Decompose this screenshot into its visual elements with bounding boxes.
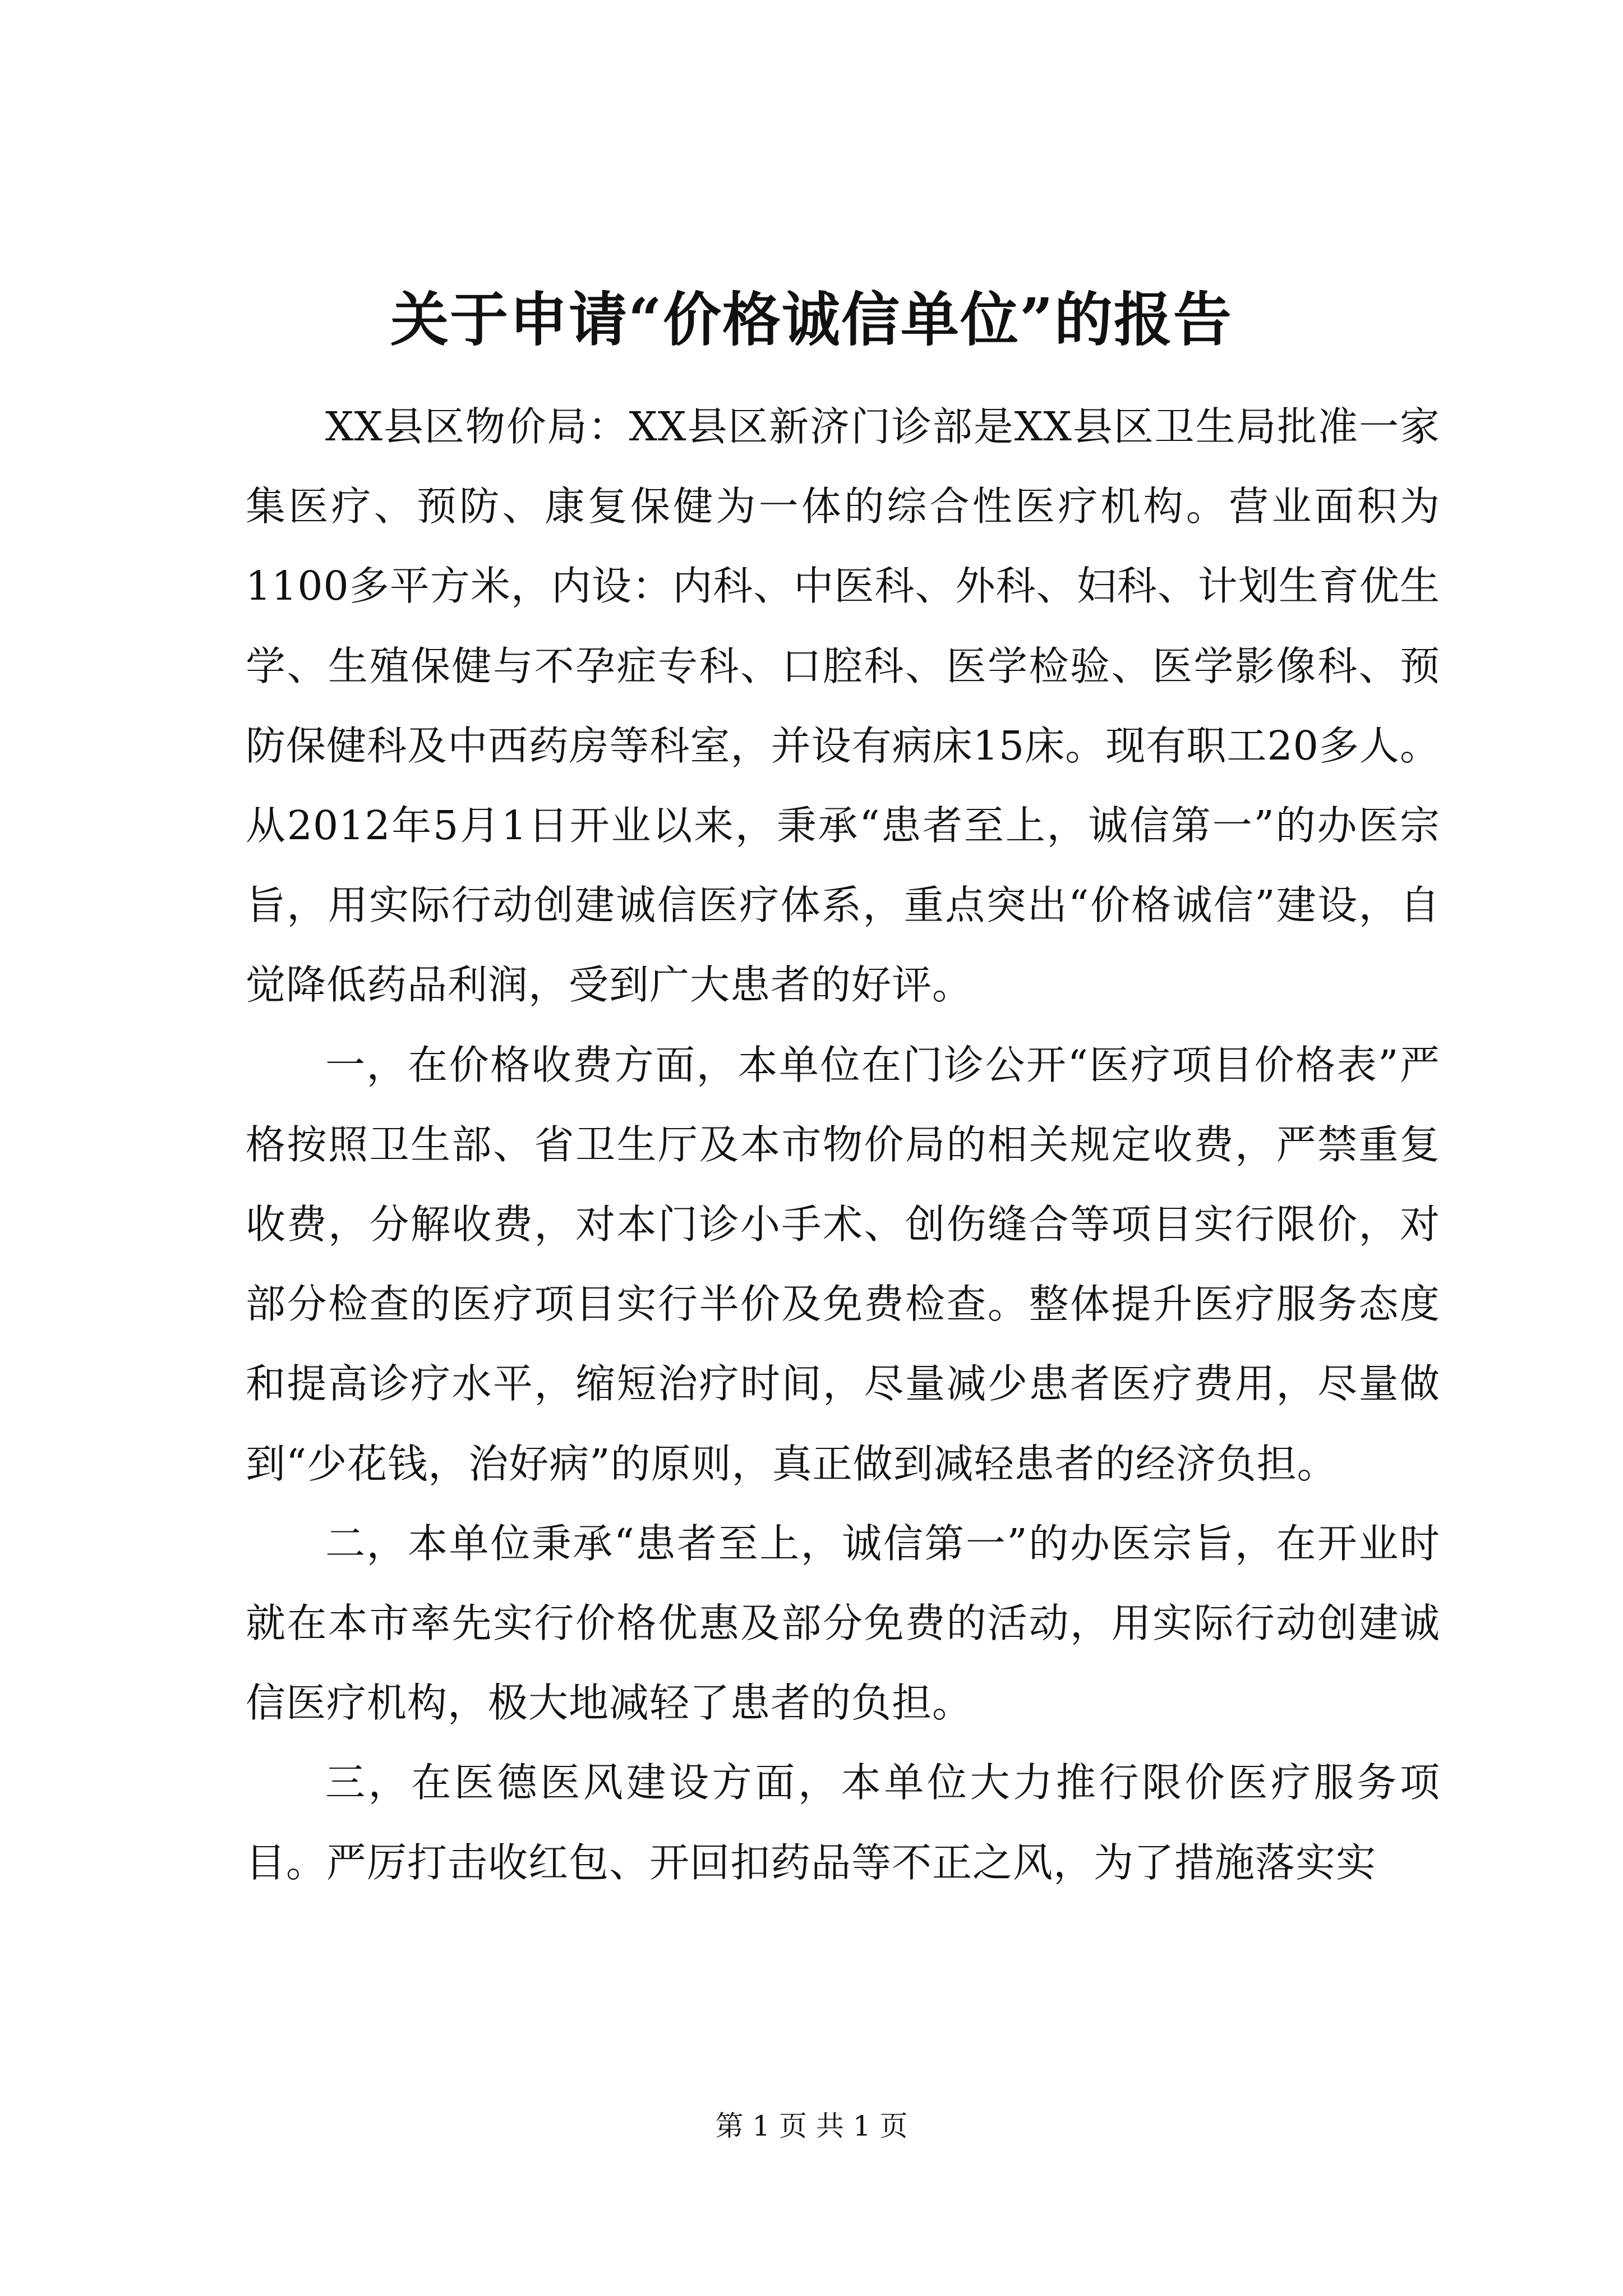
document-body: [246, 387, 1440, 1903]
page-footer: 第 1 页 共 1 页: [715, 2110, 908, 2142]
paragraph-section-3: 三，在医德医风建设方面，本单位大力推行限价医疗服务项目。严厉打击收红包、开回扣药品等不正之风，为了措施落实实: [246, 1759, 1440, 1886]
document-title: 关于申请“价格诚信单位”的报告: [390, 285, 1233, 354]
paragraph-intro: XX县区物价局：XX县区新济门诊部是XX县区卫生局批准一家集医疗、预防、康复保健为一体的综合性医疗机构。营业面积为1100多平方米，内设：内科、中医科、外科、妇科、计划生育优生学、生殖保健与不孕症专科、口腔科、医学检验、医学影像科、预防保健科及中西药房等科室，并设有病床15床。现有职工20多人。从2012年5月1日开业以来，秉承“患者至上，诚信第一”的办医宗旨，用实际行动创建诚信医疗体系，重点突出“价格诚信”建设，自觉降低药品利润，受到广大患者的好评。: [246, 403, 1440, 1009]
paragraph-section-2: 二，本单位秉承“患者至上，诚信第一”的办医宗旨，在开业时就在本市率先实行价格优惠及部分免费的活动，用实际行动创建诚信医疗机构，极大地减轻了患者的负担。: [246, 1520, 1440, 1727]
paragraph-section-1: 一，在价格收费方面，本单位在门诊公开“医疗项目价格表”严格按照卫生部、省卫生厅及本市物价局的相关规定收费，严禁重复收费，分解收费，对本门诊小手术、创伤缝合等项目实行限价，对部分检查的医疗项目实行半价及免费检查。整体提升医疗服务态度和提高诊疗水平，缩短治疗时间，尽量减少患者医疗费用，尽量做到“少花钱，治好病”的原则，真正做到减轻患者的经济负担。: [246, 1041, 1440, 1487]
